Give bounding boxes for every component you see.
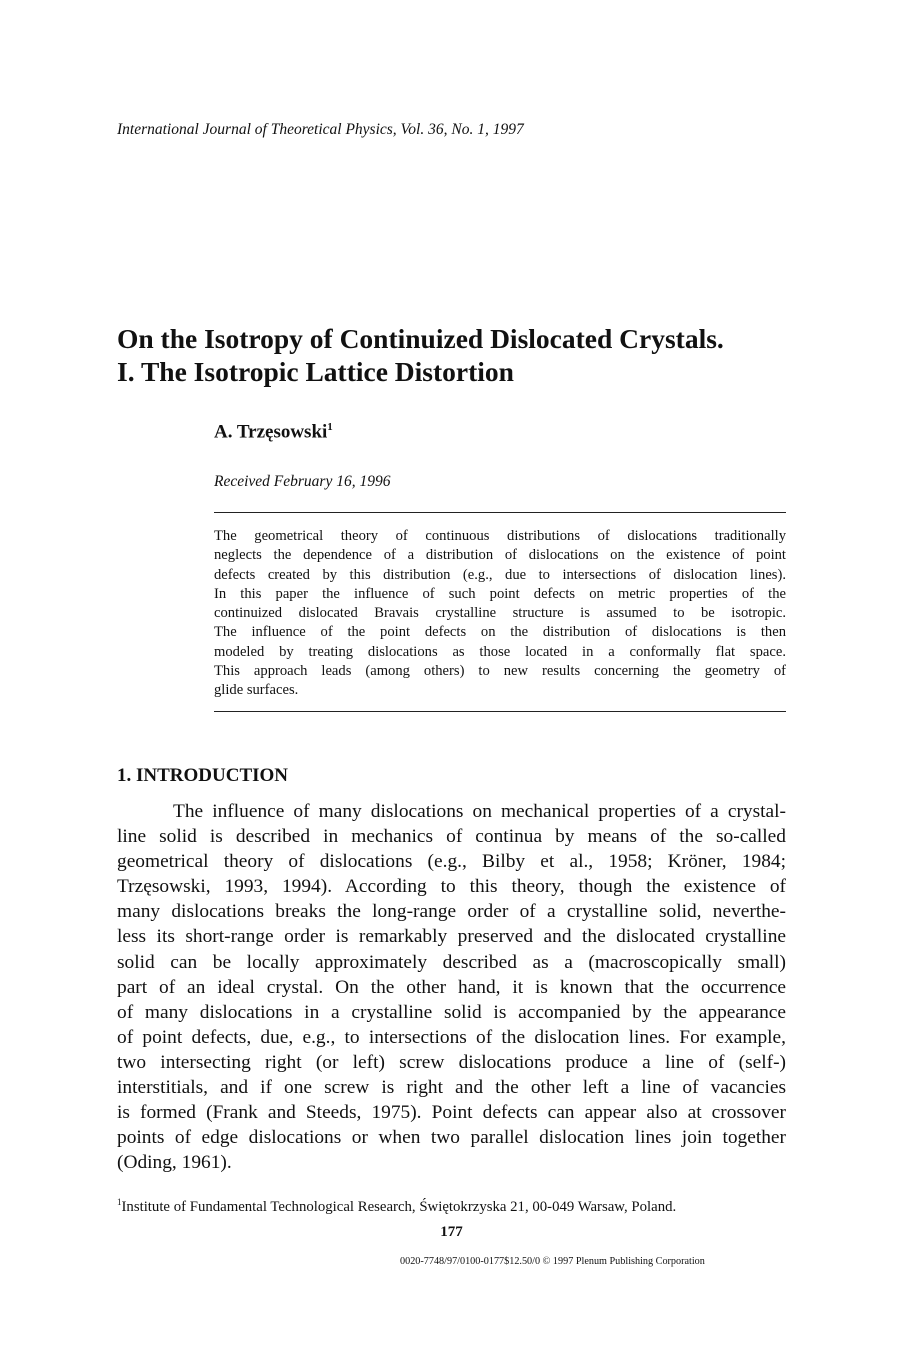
body-line: less its short-range order is remarkably preserved and the dislocated crystalline [117, 926, 786, 948]
page-number-row [0, 1224, 901, 1241]
article-title [117, 322, 807, 388]
body-line: solid can be locally approximately described as a (macroscopically small) [117, 951, 786, 973]
author [214, 421, 333, 443]
body-line: line solid is described in mechanics of continua by means of the so-called [117, 826, 786, 848]
abstract-line: glide surfaces. [214, 682, 299, 699]
body-line: two intersecting right (or left) screw dislocations produce a line of (self-) [117, 1051, 786, 1073]
title-line-2: I. The Isotropic Lattice Distortion [117, 356, 514, 387]
body-line: The influence of many dislocations on mechanical properties of a crystal- [173, 801, 786, 822]
journal-citation: International Journal of Theoretical Physics, Vol. 36, No. 1, 1997 [117, 121, 524, 138]
body-line: Trzęsowski, 1993, 1994). According to this theory, though the existence of [117, 876, 786, 898]
footnote-mark: 1 [117, 1197, 122, 1207]
abstract-line: In this paper the influence of such point defects on metric properties of the [214, 585, 786, 602]
body-line: part of an ideal crystal. On the other hand, it is known that the occurrence [117, 976, 786, 998]
body-line: of many dislocations in a crystalline solid is accompanied by the appearance [117, 1001, 786, 1023]
abstract-line: modeled by treating dislocations as those located in a conformally flat space. [214, 643, 786, 660]
received-date: Received February 16, 1996 [214, 473, 391, 490]
footnote-text: Institute of Fundamental Technological Research, Świętokrzyska 21, 00-049 Warsaw, Poland. [121, 1198, 677, 1215]
abstract-top-rule [214, 512, 786, 513]
abstract-line: defects created by this distribution (e.g., due to intersections of dislocation lines). [214, 566, 786, 583]
author-footnote-mark: 1 [327, 421, 333, 433]
section-heading: 1. INTRODUCTION [117, 765, 289, 786]
body-line: of point defects, due, e.g., to intersections of the dislocation lines. For example, [117, 1026, 786, 1048]
author-name: A. Trzęsowski [214, 421, 328, 443]
abstract-line: The geometrical theory of continuous distributions of dislocations traditionally [214, 528, 786, 544]
title-line-1: On the Isotropy of Continuized Dislocated Crystals. [117, 323, 724, 354]
abstract-line: continuized dislocated Bravais crystalline structure is assumed to be isotropic. [214, 605, 786, 622]
body-line: many dislocations breaks the long-range order of a crystalline solid, neverthe- [117, 901, 786, 923]
body-line: points of edge dislocations or when two parallel dislocation lines join together [117, 1127, 786, 1149]
abstract-line: neglects the dependence of a distribution of dislocations on the existence of point [214, 547, 786, 564]
body-line: is formed (Frank and Steeds, 1975). Point defects can appear also at crossover [117, 1102, 786, 1124]
body-line: (Oding, 1961). [117, 1152, 232, 1174]
copyright-line: 0020-7748/97/0100-0177$12.50/0 © 1997 Plenum Publishing Corporation [400, 1256, 705, 1267]
abstract-line: This approach leads (among others) to new results concerning the geometry of [214, 663, 786, 680]
abstract-bottom-rule [214, 711, 786, 712]
page-number: 177 [440, 1224, 463, 1240]
abstract [214, 527, 786, 701]
abstract-line: The influence of the point defects on the distribution of dislocations is then [214, 624, 786, 641]
footnote [117, 1197, 676, 1216]
body-line: geometrical theory of dislocations (e.g., Bilby et al., 1958; Kröner, 1984; [117, 851, 786, 873]
section-body [117, 799, 786, 1175]
body-line: interstitials, and if one screw is right and the other left a line of vacancies [117, 1077, 786, 1099]
